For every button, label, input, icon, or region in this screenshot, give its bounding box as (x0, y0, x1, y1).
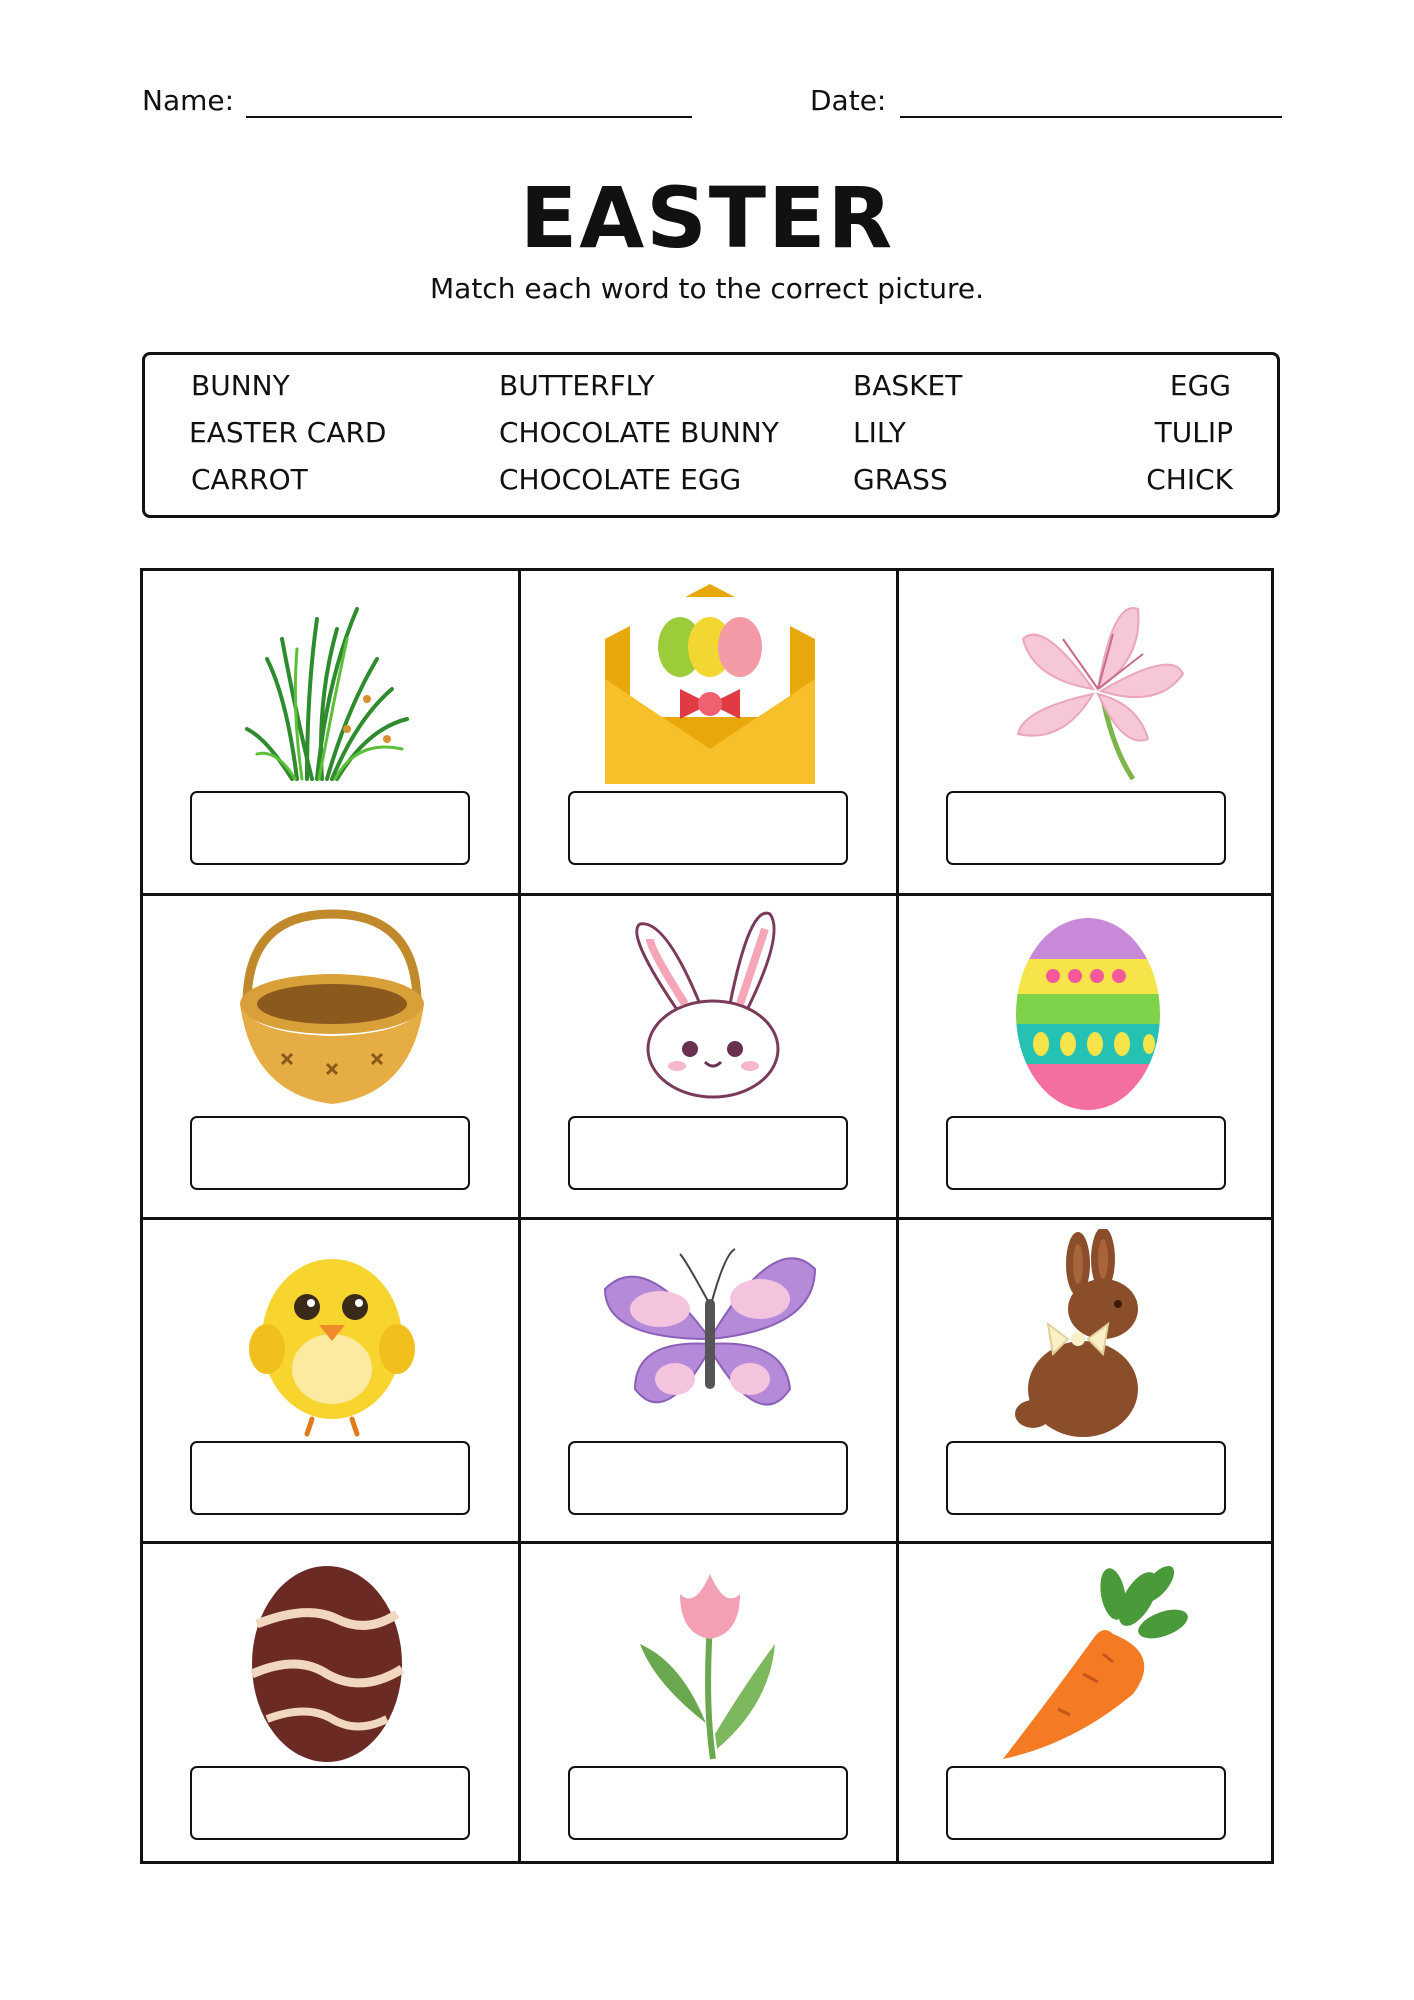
word-chick: CHICK (1146, 463, 1233, 496)
picture-cell (521, 1546, 899, 1870)
carrot-icon (963, 1554, 1213, 1764)
name-field[interactable] (246, 116, 692, 118)
bunny-icon (585, 904, 835, 1114)
word-bunny: BUNNY (191, 369, 290, 402)
word-easter-card: EASTER CARD (189, 416, 387, 449)
name-label: Name: (142, 84, 235, 117)
egg-icon (963, 904, 1213, 1114)
butterfly-icon (585, 1229, 835, 1439)
answer-box[interactable] (568, 791, 848, 865)
page-title: EASTER (519, 169, 895, 267)
picture-cell (521, 571, 899, 895)
picture-grid (140, 568, 1274, 1864)
word-chocolate-bunny: CHOCOLATE BUNNY (499, 416, 779, 449)
picture-cell (899, 1221, 1277, 1545)
picture-cell (143, 571, 521, 895)
picture-cell (143, 896, 521, 1220)
answer-box[interactable] (946, 1441, 1226, 1515)
answer-box[interactable] (190, 1766, 470, 1840)
picture-cell (521, 896, 899, 1220)
answer-box[interactable] (568, 1116, 848, 1190)
date-field[interactable] (900, 116, 1282, 118)
name-date-row (142, 84, 1282, 124)
word-lily: LILY (853, 416, 906, 449)
tulip-icon (585, 1554, 835, 1764)
picture-cell (521, 1221, 899, 1545)
date-label: Date: (810, 84, 887, 117)
answer-box[interactable] (190, 1441, 470, 1515)
chocolate-bunny-icon (963, 1229, 1213, 1439)
grass-icon (207, 579, 457, 789)
easter-card-icon (585, 579, 835, 789)
word-carrot: CARROT (191, 463, 308, 496)
answer-box[interactable] (946, 1766, 1226, 1840)
lily-icon (963, 579, 1213, 789)
word-chocolate-egg: CHOCOLATE EGG (499, 463, 742, 496)
answer-box[interactable] (190, 1116, 470, 1190)
word-butterfly: BUTTERFLY (499, 369, 655, 402)
chocolate-egg-icon (207, 1554, 457, 1764)
word-bank (142, 352, 1280, 518)
chick-icon (207, 1229, 457, 1439)
instruction-text: Match each word to the correct picture. (430, 272, 984, 305)
answer-box[interactable] (946, 791, 1226, 865)
picture-cell (899, 896, 1277, 1220)
word-egg: EGG (1169, 369, 1231, 402)
basket-icon (207, 904, 457, 1114)
word-basket: BASKET (853, 369, 963, 402)
answer-box[interactable] (568, 1441, 848, 1515)
picture-cell (143, 1221, 521, 1545)
answer-box[interactable] (946, 1116, 1226, 1190)
picture-cell (899, 571, 1277, 895)
picture-cell (899, 1546, 1277, 1870)
picture-cell (143, 1546, 521, 1870)
answer-box[interactable] (190, 791, 470, 865)
word-tulip: TULIP (1154, 416, 1233, 449)
word-grass: GRASS (853, 463, 948, 496)
answer-box[interactable] (568, 1766, 848, 1840)
